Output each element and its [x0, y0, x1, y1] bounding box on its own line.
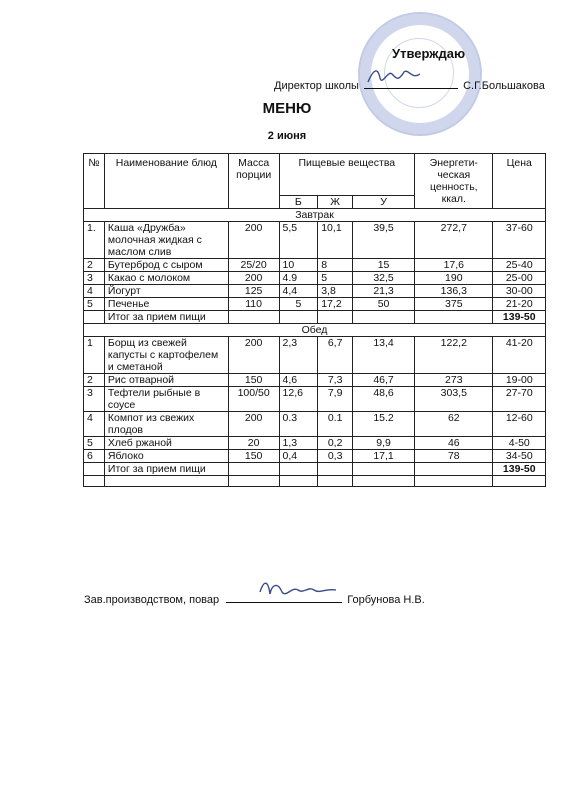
cell-price: 27-70: [493, 387, 546, 412]
cell-b: 0.3: [279, 412, 318, 437]
cell-mass: 150: [228, 450, 279, 463]
cell-zh: 7,9: [318, 387, 353, 412]
cell-energy: 375: [415, 298, 493, 311]
cell-price: 34-50: [493, 450, 546, 463]
cell-energy: 122,2: [415, 337, 493, 374]
table-row: [84, 298, 546, 311]
cell-mass: [228, 463, 279, 476]
cell-zh: [318, 463, 353, 476]
cell-price: 12-60: [493, 412, 546, 437]
cell-zh: 10,1: [318, 222, 353, 259]
menu-date: 2 июня: [267, 130, 307, 142]
cell-energy: 272,7: [415, 222, 493, 259]
cell-zh: 5: [318, 272, 353, 285]
cell-energy: 273: [415, 374, 493, 387]
cell-zh: 7,3: [318, 374, 353, 387]
cell-u: 15.2: [353, 412, 415, 437]
cell-energy: 303,5: [415, 387, 493, 412]
cell-price: 41-20: [493, 337, 546, 374]
cell-num: [84, 311, 105, 324]
approve-heading: Утверждаю: [392, 46, 466, 61]
cell-b: 4,6: [279, 374, 318, 387]
cell-u: 32,5: [353, 272, 415, 285]
cell-name: Яблоко: [104, 450, 228, 463]
footer-name: Горбунова Н.В.: [347, 594, 425, 606]
table-row: [84, 412, 546, 437]
cell-mass: 200: [228, 412, 279, 437]
table-row: [84, 272, 546, 285]
cell-b: [279, 463, 318, 476]
menu-table: [83, 153, 546, 487]
cell-energy: [415, 311, 493, 324]
section-title: Завтрак: [84, 209, 546, 222]
header-zh: Ж: [318, 196, 353, 209]
director-signature-line: [364, 78, 458, 89]
cell-b: 12,6: [279, 387, 318, 412]
cell-b: 4,4: [279, 285, 318, 298]
cell-energy: 62: [415, 412, 493, 437]
cell-num: 3: [84, 272, 105, 285]
cell-price: 30-00: [493, 285, 546, 298]
header-name: Наименование блюд: [104, 154, 228, 209]
cell-zh: 0.1: [318, 412, 353, 437]
cell-energy: 78: [415, 450, 493, 463]
cell-mass: 200: [228, 272, 279, 285]
table-row: [84, 437, 546, 450]
table-row: [84, 387, 546, 412]
footer-signature-line: [84, 592, 425, 606]
director-label: Директор школы: [274, 80, 359, 92]
cell-num: 3: [84, 387, 105, 412]
cell-u: 39,5: [353, 222, 415, 259]
cell-num: 2: [84, 374, 105, 387]
cell-price: 25-00: [493, 272, 546, 285]
cell-num: 6: [84, 450, 105, 463]
cell-u: [353, 311, 415, 324]
cell-price: 4-50: [493, 437, 546, 450]
cell-name: Бутерброд с сыром: [104, 259, 228, 272]
cell-energy: 190: [415, 272, 493, 285]
cell-num: 1: [84, 337, 105, 374]
cell-num: 1.: [84, 222, 105, 259]
cell-mass: 200: [228, 222, 279, 259]
director-signature-icon: [364, 64, 424, 88]
cell-mass: 150: [228, 374, 279, 387]
cell-u: 21,3: [353, 285, 415, 298]
cell-num: 4: [84, 412, 105, 437]
cell-name: Рис отварной: [104, 374, 228, 387]
cell-b: 4.9: [279, 272, 318, 285]
cell-mass: 25/20: [228, 259, 279, 272]
header-nutrients: Пищевые вещества: [279, 154, 415, 196]
footer-label: Зав.производством, повар: [84, 594, 220, 606]
header-b: Б: [279, 196, 318, 209]
total-label: Итог за прием пищи: [104, 463, 228, 476]
cell-zh: 0,2: [318, 437, 353, 450]
cell-u: 15: [353, 259, 415, 272]
cell-zh: 17,2: [318, 298, 353, 311]
cell-name: Компот из свежих плодов: [104, 412, 228, 437]
cell-name: Каша «Дружба» молочная жидкая с маслом слив: [104, 222, 228, 259]
director-approval-line: [274, 78, 545, 92]
cell-num: [84, 463, 105, 476]
table-row: [84, 285, 546, 298]
cell-price: 19-00: [493, 374, 546, 387]
cell-b: 0,4: [279, 450, 318, 463]
table-row: [84, 259, 546, 272]
cell-u: 13,4: [353, 337, 415, 374]
section-title: Обед: [84, 324, 546, 337]
cell-u: [353, 463, 415, 476]
cell-b: 1,3: [279, 437, 318, 450]
cell-zh: 0,3: [318, 450, 353, 463]
cell-name: Хлеб ржаной: [104, 437, 228, 450]
cell-zh: 3,8: [318, 285, 353, 298]
cell-name: Печенье: [104, 298, 228, 311]
page-title: МЕНЮ: [262, 100, 312, 117]
cook-signature-icon: [256, 578, 340, 602]
table-row: [84, 222, 546, 259]
cell-energy: [415, 463, 493, 476]
table-row: [84, 450, 546, 463]
cell-zh: 8: [318, 259, 353, 272]
cell-mass: [228, 311, 279, 324]
cell-u: 48,6: [353, 387, 415, 412]
table-row-total: [84, 311, 546, 324]
cell-mass: 125: [228, 285, 279, 298]
cell-b: [279, 311, 318, 324]
cell-b: 10: [279, 259, 318, 272]
cell-price: 25-40: [493, 259, 546, 272]
table-row-total: [84, 463, 546, 476]
cell-zh: [318, 311, 353, 324]
header-num: №: [84, 154, 105, 209]
cell-name: Какао с молоком: [104, 272, 228, 285]
cell-num: 4: [84, 285, 105, 298]
cell-b: 2,3: [279, 337, 318, 374]
cell-u: 9,9: [353, 437, 415, 450]
section-breakfast: [84, 209, 546, 222]
cell-name: Борщ из свежей капусты с картофелем и сметаной: [104, 337, 228, 374]
cell-name: Йогурт: [104, 285, 228, 298]
table-row: [84, 337, 546, 374]
table-header-row: [84, 154, 546, 196]
cell-u: 46,7: [353, 374, 415, 387]
cell-name: Тефтели рыбные в соусе: [104, 387, 228, 412]
header-u: У: [353, 196, 415, 209]
header-price: Цена: [493, 154, 546, 209]
cell-mass: 200: [228, 337, 279, 374]
header-mass: Масса порции: [228, 154, 279, 209]
cell-b: 5: [279, 298, 318, 311]
cell-mass: 100/50: [228, 387, 279, 412]
cell-u: 50: [353, 298, 415, 311]
cell-u: 17,1: [353, 450, 415, 463]
cell-energy: 136,3: [415, 285, 493, 298]
cell-price: 21-20: [493, 298, 546, 311]
total-label: Итог за прием пищи: [104, 311, 228, 324]
header-energy: Энергети-ческая ценность, ккал.: [415, 154, 493, 209]
table-row-empty: [84, 476, 546, 487]
cell-b: 5,5: [279, 222, 318, 259]
total-price: 139-50: [493, 311, 546, 324]
cell-mass: 20: [228, 437, 279, 450]
cell-energy: 46: [415, 437, 493, 450]
section-lunch: [84, 324, 546, 337]
total-price: 139-50: [493, 463, 546, 476]
cell-num: 5: [84, 437, 105, 450]
table-row: [84, 374, 546, 387]
cell-num: 2: [84, 259, 105, 272]
cell-energy: 17,6: [415, 259, 493, 272]
cell-price: 37-60: [493, 222, 546, 259]
cook-signature-line: [226, 592, 342, 603]
cell-zh: 6,7: [318, 337, 353, 374]
cell-mass: 110: [228, 298, 279, 311]
director-name: С.Г.Большакова: [463, 80, 545, 92]
cell-num: 5: [84, 298, 105, 311]
